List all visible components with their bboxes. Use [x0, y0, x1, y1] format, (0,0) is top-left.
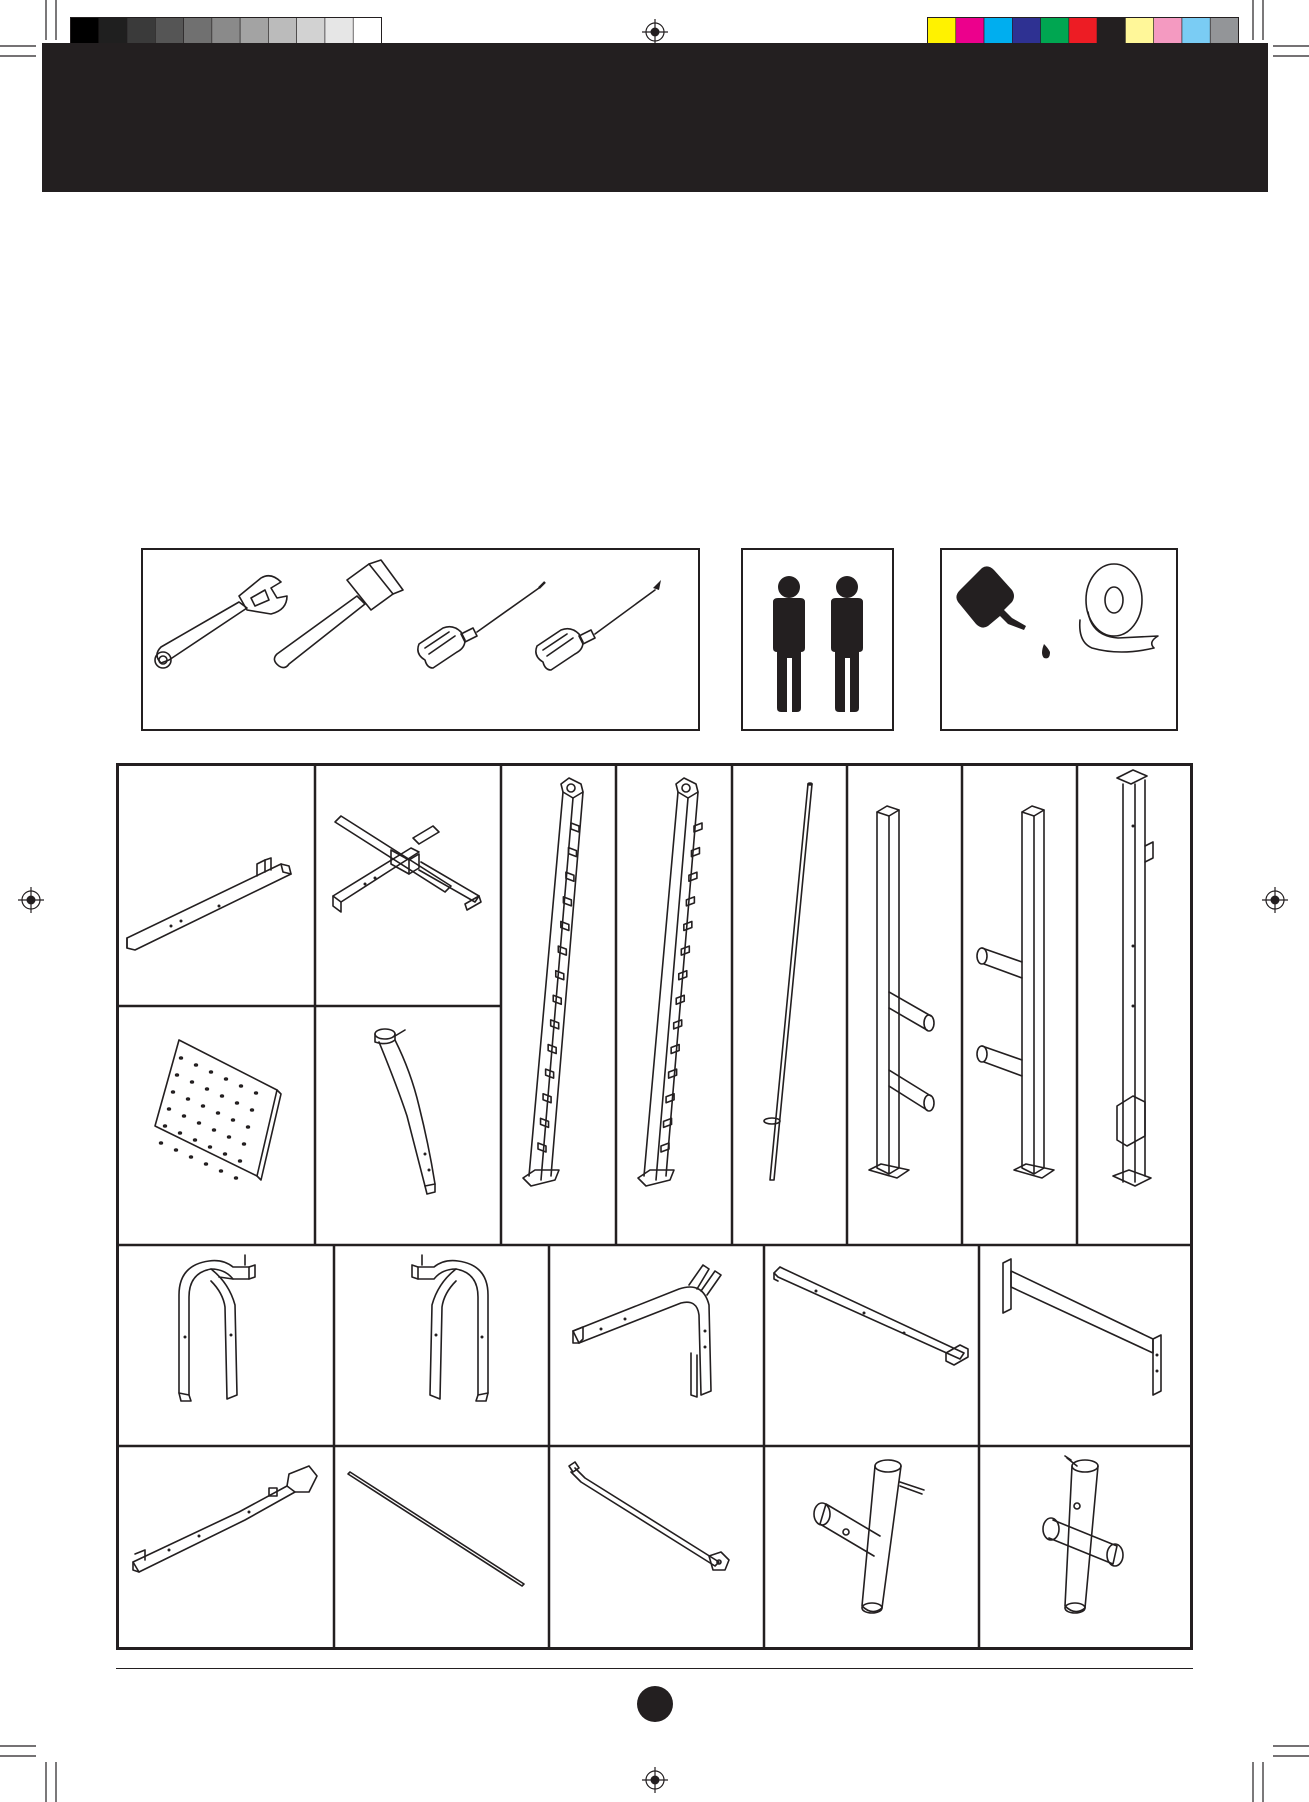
tools-illustration	[143, 550, 698, 729]
adjustable-wrench-icon	[155, 576, 287, 668]
upright-peg	[541, 1118, 549, 1127]
registration-mark-bottom-icon	[642, 1767, 668, 1793]
part-foot-plate	[119, 1006, 315, 1245]
part-pivot-sleeve-right	[979, 1446, 1190, 1647]
part-weight-stack-upright-right	[616, 766, 732, 1245]
part-rear-upright	[1077, 766, 1190, 1245]
part-weight-stack-upright-left	[501, 766, 616, 1245]
part-t-base-frame	[315, 766, 501, 1006]
part-pull-link-rod	[549, 1446, 764, 1647]
part-guide-rod	[732, 766, 847, 1245]
plate-hole	[190, 1080, 194, 1084]
plate-hole	[246, 1125, 250, 1129]
plate-hole	[167, 1107, 171, 1111]
plate-hole	[205, 1087, 209, 1091]
plate-hole	[174, 1148, 178, 1152]
mallet-icon	[274, 560, 403, 668]
plate-hole	[220, 1094, 224, 1098]
part-base-crossbar	[119, 766, 315, 1006]
two-person-panel	[741, 548, 894, 731]
upright-peg	[556, 971, 564, 980]
phillips-screwdriver-icon	[536, 580, 661, 670]
plate-hole	[219, 1169, 223, 1173]
plate-hole	[242, 1142, 246, 1146]
two-person-illustration	[743, 550, 892, 729]
lubricant-bottle-icon	[956, 566, 1050, 658]
plate-hole	[186, 1097, 190, 1101]
person-icon	[831, 576, 863, 712]
plate-hole	[239, 1084, 243, 1088]
plate-hole	[182, 1114, 186, 1118]
upright-peg	[553, 995, 561, 1004]
upright-peg	[671, 1045, 679, 1054]
plate-hole	[216, 1111, 220, 1115]
plate-hole	[178, 1131, 182, 1135]
plate-hole	[208, 1145, 212, 1149]
tools-panel	[141, 548, 700, 731]
part-seat-frame	[549, 1245, 764, 1446]
plate-hole	[212, 1128, 216, 1132]
person-icon	[773, 576, 805, 712]
plate-hole	[235, 1101, 239, 1105]
plate-hole	[204, 1162, 208, 1166]
part-pivot-sleeve-left	[764, 1446, 979, 1647]
page-number-badge	[637, 1686, 673, 1722]
part-curved-arm-right	[334, 1245, 549, 1446]
plate-hole	[159, 1141, 163, 1145]
plate-hole	[194, 1063, 198, 1067]
part-plate-holder-post-double	[962, 766, 1077, 1245]
plate-hole	[250, 1108, 254, 1112]
upright-peg	[568, 848, 576, 857]
upright-peg	[684, 921, 692, 930]
plate-hole	[201, 1104, 205, 1108]
plate-hole	[234, 1176, 238, 1180]
part-crossbar-tube	[764, 1245, 979, 1446]
supplies-panel	[940, 548, 1178, 731]
header-banner	[42, 43, 1268, 192]
upright-peg	[571, 823, 579, 832]
upright-peg	[674, 1020, 682, 1029]
plate-hole	[175, 1073, 179, 1077]
plate-hole	[179, 1056, 183, 1060]
plate-hole	[238, 1159, 242, 1163]
plate-hole	[254, 1091, 258, 1095]
registration-mark-top-icon	[642, 19, 668, 45]
part-straight-rod	[334, 1446, 549, 1647]
plate-hole	[171, 1090, 175, 1094]
part-curved-arm-support	[315, 1006, 501, 1245]
upright-peg	[538, 1143, 546, 1152]
part-curved-arm-left	[119, 1245, 334, 1446]
plate-hole	[223, 1152, 227, 1156]
parts-grid	[116, 763, 1193, 1650]
upright-peg	[686, 897, 694, 906]
plate-hole	[189, 1155, 193, 1159]
part-plate-holder-post-single	[847, 766, 962, 1245]
plate-hole	[209, 1070, 213, 1074]
plate-hole	[197, 1121, 201, 1125]
tape-roll-icon	[1080, 564, 1158, 652]
registration-mark-left-icon	[18, 887, 44, 913]
plate-hole	[193, 1138, 197, 1142]
plate-hole	[163, 1124, 167, 1128]
plate-hole	[227, 1135, 231, 1139]
footer-rule	[116, 1668, 1193, 1669]
flathead-screwdriver-icon	[418, 582, 545, 668]
supplies-illustration	[942, 550, 1176, 729]
plate-hole	[231, 1118, 235, 1122]
registration-mark-right-icon	[1262, 887, 1288, 913]
part-wall-bracket-bar	[979, 1245, 1190, 1446]
part-lever-arm	[119, 1446, 334, 1647]
plate-hole	[224, 1077, 228, 1081]
